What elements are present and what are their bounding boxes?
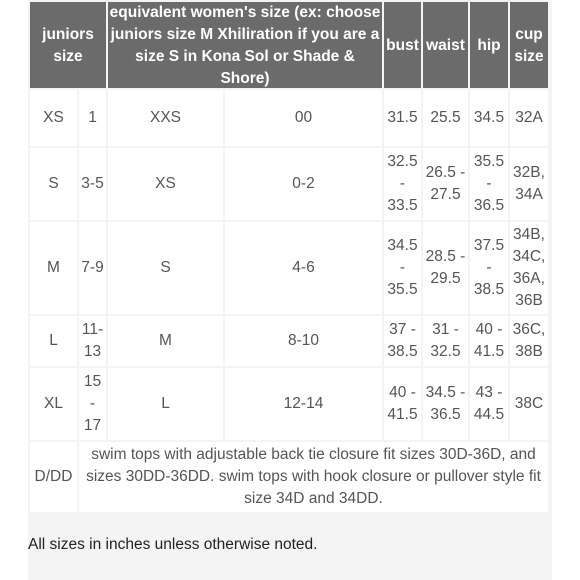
hip-cell: 40 - 41.5 — [470, 316, 508, 366]
dd-label-cell: D/DD — [30, 442, 77, 512]
juniors-number-cell: 15 - 17 — [79, 368, 106, 440]
table-row — [30, 148, 548, 220]
table-row — [30, 316, 548, 366]
size-chart-body — [28, 88, 550, 514]
cup-cell: 34B, 34C, 36A, 36B — [510, 222, 548, 314]
women-number-cell: 12-14 — [225, 368, 382, 440]
table-row — [30, 90, 548, 146]
header-hip: hip — [470, 2, 508, 90]
waist-cell: 25.5 — [423, 90, 468, 146]
hip-cell: 35.5 - 36.5 — [470, 148, 508, 220]
waist-cell: 34.5 - 36.5 — [423, 368, 468, 440]
header-equivalent-womens-size: equivalent women's size (ex: choose juniors size M Xhiliration if you are a size S in Kona Sol or Shade & Shore) — [108, 2, 382, 90]
cup-cell: 32A — [510, 90, 548, 146]
header-juniors-size: juniors size — [30, 2, 106, 90]
hip-cell: 43 - 44.5 — [470, 368, 508, 440]
bust-cell: 31.5 — [384, 90, 421, 146]
juniors-number-cell: 7-9 — [79, 222, 106, 314]
women-letter-cell: XXS — [108, 90, 223, 146]
women-letter-cell: M — [108, 316, 223, 366]
hip-cell: 37.5 - 38.5 — [470, 222, 508, 314]
women-letter-cell: XS — [108, 148, 223, 220]
women-letter-cell: S — [108, 222, 223, 314]
juniors-letter-cell: L — [30, 316, 77, 366]
juniors-number-cell: 1 — [79, 90, 106, 146]
size-chart-table — [28, 0, 550, 92]
bust-cell: 34.5 - 35.5 — [384, 222, 421, 314]
hip-cell: 34.5 — [470, 90, 508, 146]
header-row — [30, 2, 548, 90]
women-letter-cell: L — [108, 368, 223, 440]
juniors-letter-cell: S — [30, 148, 77, 220]
cup-cell: 32B, 34A — [510, 148, 548, 220]
header-bust: bust — [384, 2, 421, 90]
cup-cell: 38C — [510, 368, 548, 440]
table-row — [30, 368, 548, 440]
juniors-letter-cell: M — [30, 222, 77, 314]
juniors-letter-cell: XS — [30, 90, 77, 146]
juniors-letter-cell: XL — [30, 368, 77, 440]
waist-cell: 31 - 32.5 — [423, 316, 468, 366]
dd-note-cell: swim tops with adjustable back tie closure fit sizes 30D-36D, and sizes 30DD-36DD. swim tops with hook closure or pullover style fit size 34D and 34DD. — [79, 442, 548, 512]
women-number-cell: 0-2 — [225, 148, 382, 220]
bust-cell: 37 - 38.5 — [384, 316, 421, 366]
waist-cell: 28.5 - 29.5 — [423, 222, 468, 314]
juniors-number-cell: 11-13 — [79, 316, 106, 366]
table-row-dd — [30, 442, 548, 512]
footnote: All sizes in inches unless otherwise noted. — [28, 536, 318, 553]
women-number-cell: 00 — [225, 90, 382, 146]
bust-cell: 40 - 41.5 — [384, 368, 421, 440]
bust-cell: 32.5 - 33.5 — [384, 148, 421, 220]
table-row — [30, 222, 548, 314]
cup-cell: 36C, 38B — [510, 316, 548, 366]
header-waist: waist — [423, 2, 468, 90]
juniors-number-cell: 3-5 — [79, 148, 106, 220]
women-number-cell: 8-10 — [225, 316, 382, 366]
header-cup-size: cup size — [510, 2, 548, 90]
women-number-cell: 4-6 — [225, 222, 382, 314]
waist-cell: 26.5 - 27.5 — [423, 148, 468, 220]
